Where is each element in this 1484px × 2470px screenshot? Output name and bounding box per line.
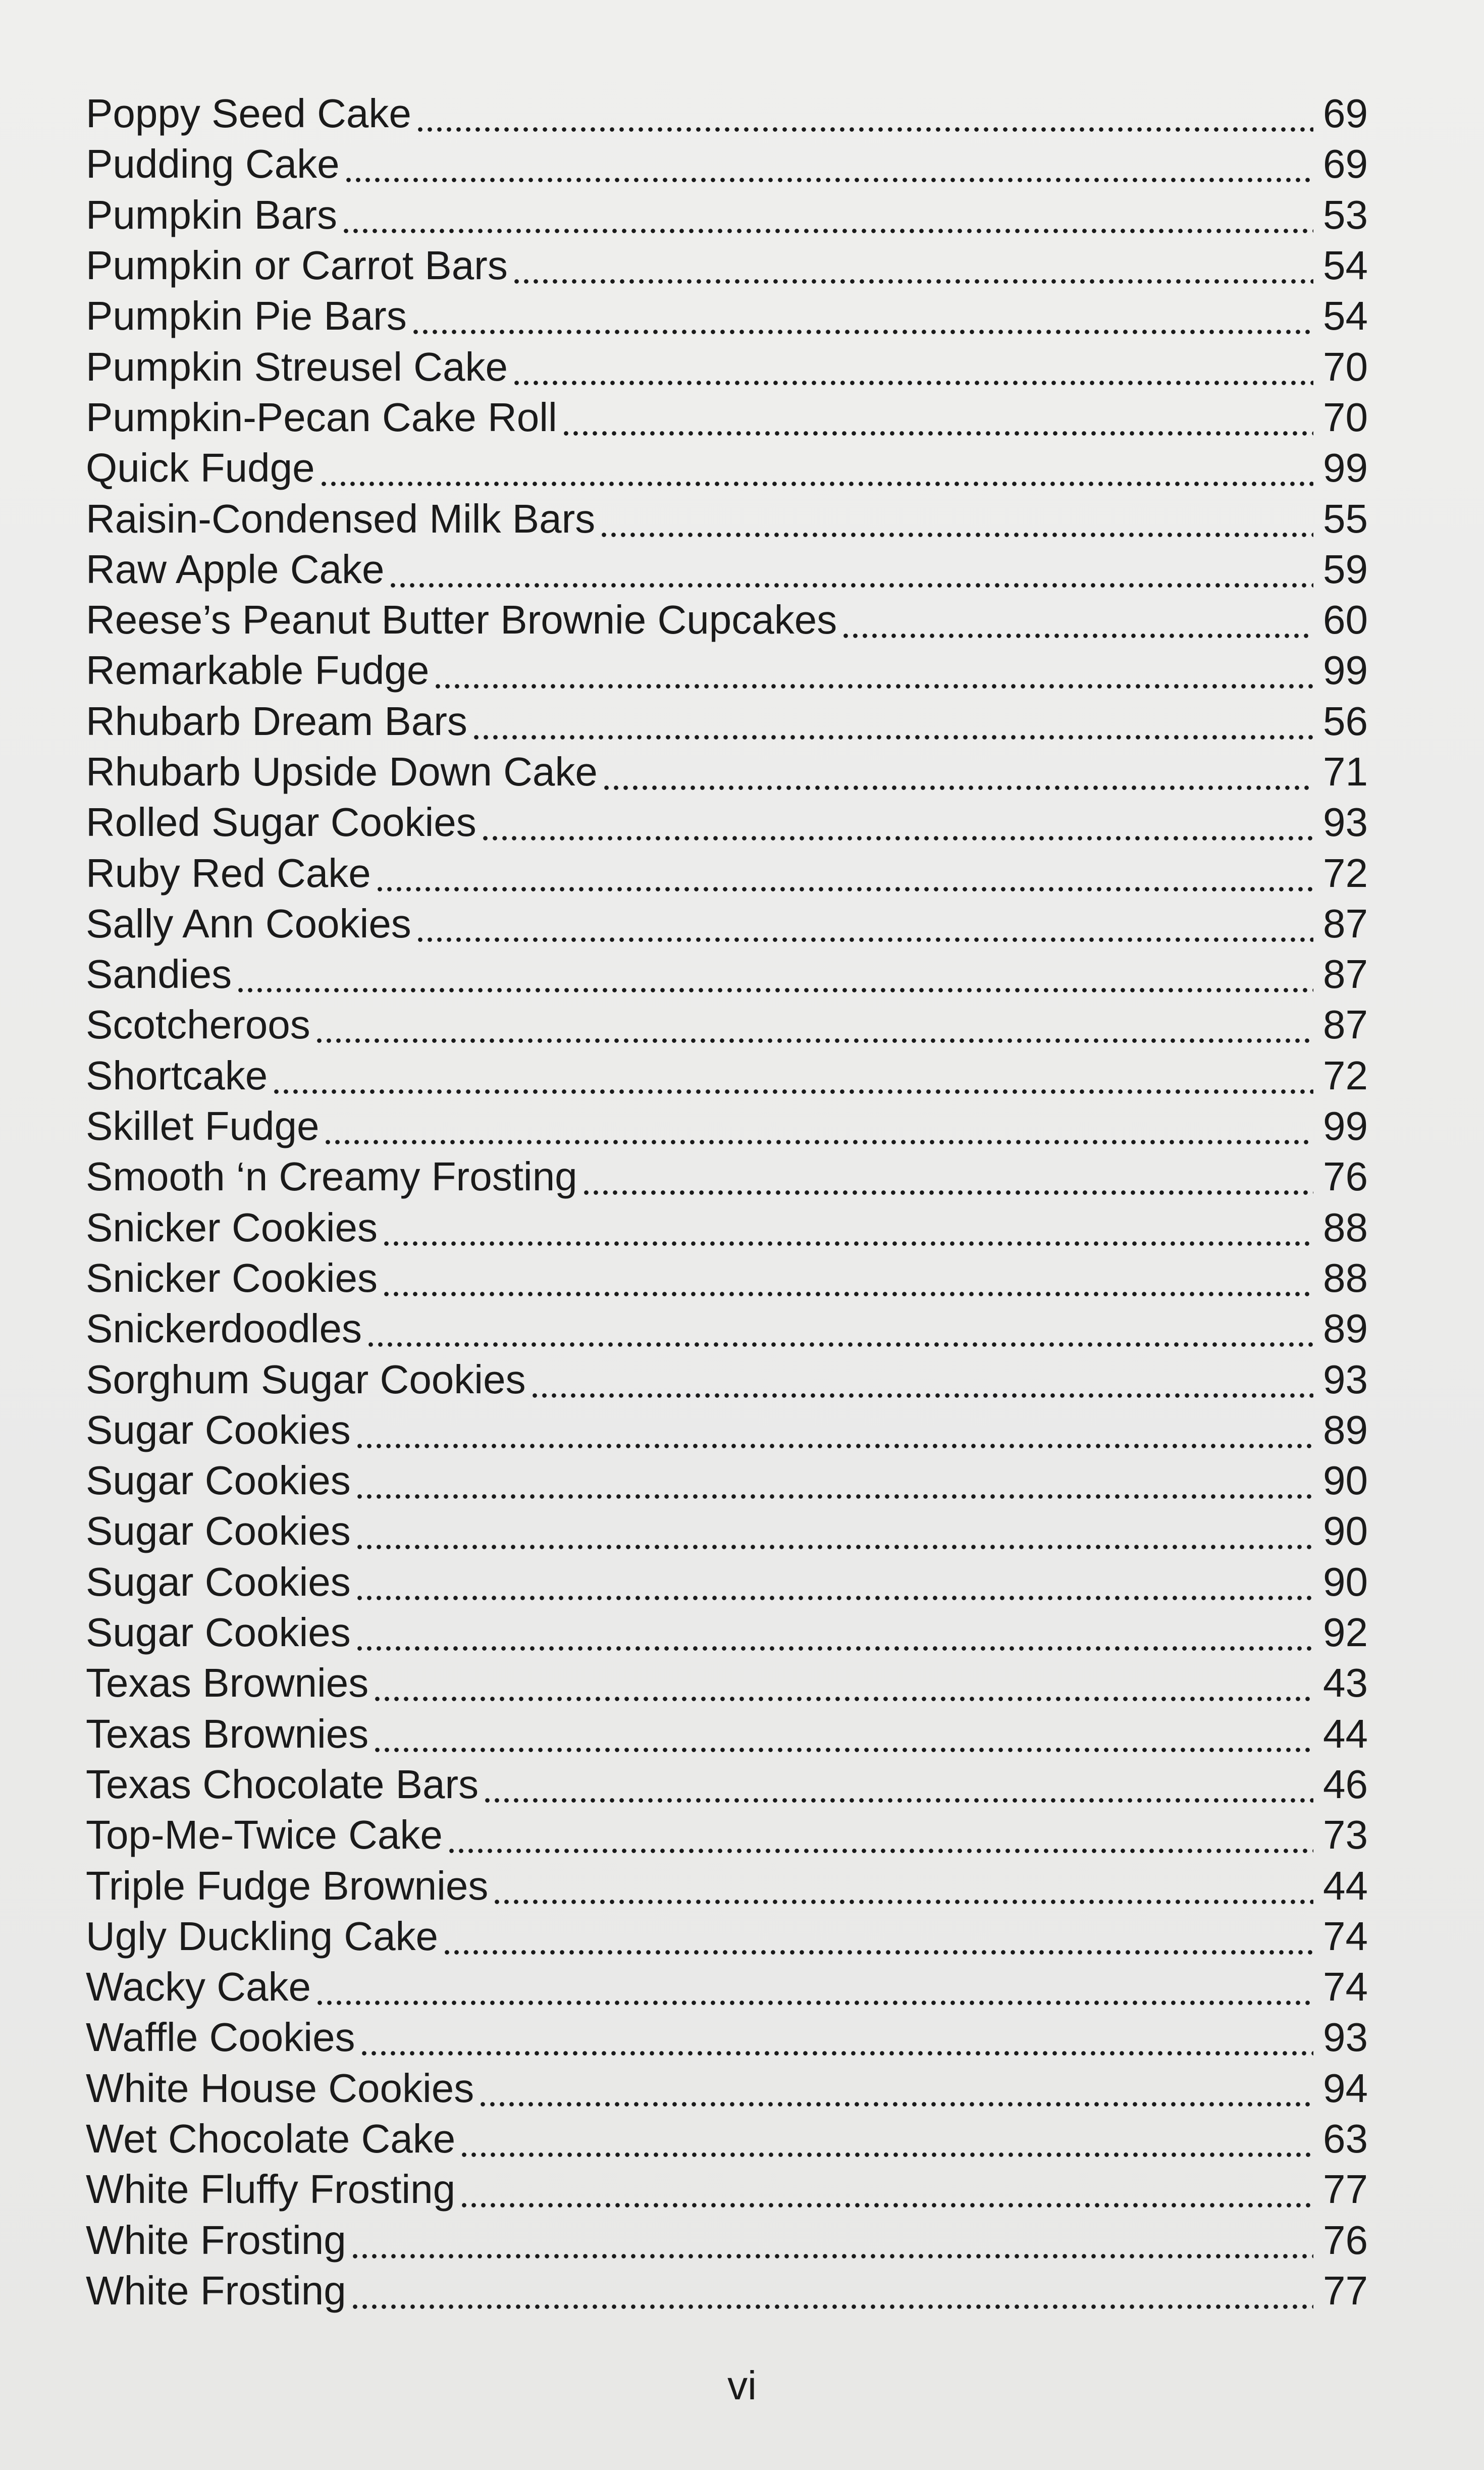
recipe-page-number: 90	[1323, 1508, 1368, 1554]
dot-leader	[388, 549, 1313, 590]
index-entry	[86, 1557, 1368, 1607]
recipe-page-number: 72	[1323, 1053, 1368, 1098]
recipe-title: Sorghum Sugar Cookies	[86, 1356, 526, 1402]
recipe-page-number: 77	[1323, 2167, 1368, 2212]
recipe-title: Scotcheroos	[86, 1002, 310, 1047]
index-entry	[86, 645, 1368, 696]
recipe-title: Skillet Fudge	[86, 1103, 320, 1149]
dot-leader	[382, 1207, 1313, 1248]
recipe-page-number: 44	[1323, 1863, 1368, 1908]
dot-leader	[415, 93, 1313, 134]
recipe-title: Raisin-Condensed Milk Bars	[86, 496, 596, 541]
recipe-page-number: 46	[1323, 1761, 1368, 1807]
recipe-title: Reese’s Peanut Butter Brownie Cupcakes	[86, 597, 837, 643]
recipe-index-list	[86, 88, 1368, 2316]
recipe-title: Pumpkin or Carrot Bars	[86, 243, 508, 288]
dot-leader	[442, 1916, 1313, 1957]
dot-leader	[411, 296, 1313, 336]
index-entry	[86, 1810, 1368, 1860]
recipe-title: Pumpkin Streusel Cake	[86, 344, 508, 389]
recipe-page-number: 63	[1323, 2116, 1368, 2162]
dot-leader	[272, 1056, 1313, 1096]
recipe-page-number: 71	[1323, 749, 1368, 794]
dot-leader	[355, 1511, 1313, 1551]
dot-leader	[599, 499, 1313, 539]
index-entry	[86, 1759, 1368, 1810]
index-entry	[86, 544, 1368, 595]
index-entry	[86, 443, 1368, 493]
dot-leader	[561, 397, 1313, 438]
recipe-title: White House Cookies	[86, 2065, 474, 2111]
recipe-title: Quick Fudge	[86, 445, 315, 491]
recipe-title: Snickerdoodles	[86, 1306, 362, 1351]
recipe-title: Texas Chocolate Bars	[86, 1761, 479, 1807]
recipe-page-number: 53	[1323, 192, 1368, 237]
dot-leader	[602, 752, 1313, 792]
index-entry	[86, 1000, 1368, 1050]
index-entry	[86, 240, 1368, 291]
index-entry	[86, 2164, 1368, 2215]
dot-leader	[350, 2220, 1313, 2261]
recipe-title: White Frosting	[86, 2217, 346, 2263]
recipe-title: Ugly Duckling Cake	[86, 1913, 439, 1959]
recipe-page-number: 88	[1323, 1255, 1368, 1300]
dot-leader	[478, 2068, 1313, 2109]
dot-leader	[447, 1815, 1313, 1855]
index-entry	[86, 1607, 1368, 1658]
dot-leader	[315, 1967, 1313, 2007]
recipe-page-number: 55	[1323, 496, 1368, 541]
recipe-page-number: 54	[1323, 243, 1368, 288]
recipe-title: White Fluffy Frosting	[86, 2167, 456, 2212]
dot-leader	[581, 1157, 1313, 1197]
dot-leader	[319, 448, 1313, 488]
index-entry	[86, 848, 1368, 898]
recipe-page-number: 99	[1323, 1103, 1368, 1149]
dot-leader	[512, 347, 1313, 387]
recipe-page-number: 70	[1323, 344, 1368, 389]
recipe-page-number: 69	[1323, 91, 1368, 136]
recipe-page-number: 77	[1323, 2268, 1368, 2313]
recipe-title: Ruby Red Cake	[86, 850, 371, 896]
dot-leader	[236, 954, 1313, 994]
index-entry	[86, 1455, 1368, 1506]
recipe-title: Waffle Cookies	[86, 2015, 355, 2060]
index-entry	[86, 1253, 1368, 1303]
recipe-title: Top-Me-Twice Cake	[86, 1812, 443, 1858]
index-entry	[86, 1911, 1368, 1962]
recipe-page-number: 94	[1323, 2065, 1368, 2111]
dot-leader	[841, 600, 1313, 640]
dot-leader	[350, 2271, 1313, 2311]
index-entry	[86, 1354, 1368, 1404]
index-entry	[86, 1506, 1368, 1556]
recipe-page-number: 92	[1323, 1610, 1368, 1655]
dot-leader	[373, 1714, 1313, 1754]
recipe-title: Texas Brownies	[86, 1711, 369, 1756]
index-entry	[86, 2012, 1368, 2063]
recipe-page-number: 89	[1323, 1306, 1368, 1351]
dot-leader	[471, 701, 1313, 742]
recipe-page-number: 87	[1323, 952, 1368, 997]
dot-leader	[459, 2169, 1313, 2210]
dot-leader	[530, 1359, 1313, 1400]
dot-leader	[373, 1663, 1313, 1703]
dot-leader	[483, 1764, 1313, 1805]
recipe-title: Sandies	[86, 952, 232, 997]
recipe-title: Snicker Cookies	[86, 1204, 378, 1250]
recipe-title: Rolled Sugar Cookies	[86, 800, 476, 845]
recipe-page-number: 93	[1323, 800, 1368, 845]
index-entry	[86, 1962, 1368, 2012]
index-entry	[86, 1050, 1368, 1101]
recipe-title: Pudding Cake	[86, 141, 340, 187]
recipe-title: Sally Ann Cookies	[86, 901, 411, 946]
recipe-title: Pumpkin-Pecan Cake Roll	[86, 394, 557, 440]
recipe-title: Snicker Cookies	[86, 1255, 378, 1300]
dot-leader	[355, 1460, 1313, 1501]
recipe-title: Sugar Cookies	[86, 1458, 351, 1503]
recipe-page-number: 54	[1323, 293, 1368, 339]
index-entry	[86, 2114, 1368, 2164]
index-entry	[86, 1860, 1368, 1911]
recipe-page-number: 59	[1323, 546, 1368, 592]
recipe-page-number: 89	[1323, 1407, 1368, 1452]
recipe-page-number: 74	[1323, 1964, 1368, 2010]
recipe-page-number: 72	[1323, 850, 1368, 896]
dot-leader	[512, 245, 1313, 286]
dot-leader	[366, 1308, 1313, 1349]
index-entry	[86, 139, 1368, 189]
index-entry	[86, 341, 1368, 392]
recipe-title: Pumpkin Bars	[86, 192, 337, 237]
recipe-page-number: 60	[1323, 597, 1368, 643]
index-entry	[86, 1658, 1368, 1708]
recipe-title: Wet Chocolate Cake	[86, 2116, 456, 2162]
recipe-title: Pumpkin Pie Bars	[86, 293, 407, 339]
recipe-page-number: 43	[1323, 1660, 1368, 1706]
index-entry	[86, 1202, 1368, 1253]
index-entry	[86, 2215, 1368, 2265]
dot-leader	[375, 853, 1313, 894]
dot-leader	[433, 650, 1313, 691]
recipe-title: Sugar Cookies	[86, 1407, 351, 1452]
recipe-title: Rhubarb Dream Bars	[86, 698, 467, 744]
recipe-title: Sugar Cookies	[86, 1610, 351, 1655]
dot-leader	[323, 1106, 1313, 1146]
dot-leader	[359, 2017, 1313, 2058]
dot-leader	[355, 1562, 1313, 1602]
index-entry	[86, 797, 1368, 848]
recipe-page-number: 93	[1323, 1356, 1368, 1402]
dot-leader	[459, 2119, 1313, 2159]
index-entry	[86, 696, 1368, 747]
recipe-title: Sugar Cookies	[86, 1559, 351, 1604]
page-number: vi	[727, 2363, 757, 2408]
index-entry	[86, 1405, 1368, 1455]
recipe-title: Texas Brownies	[86, 1660, 369, 1706]
index-entry	[86, 1151, 1368, 1202]
index-entry	[86, 1709, 1368, 1759]
dot-leader	[355, 1612, 1313, 1653]
dot-leader	[344, 144, 1313, 184]
dot-leader	[415, 904, 1313, 944]
recipe-page-number: 93	[1323, 2015, 1368, 2060]
recipe-page-number: 99	[1323, 445, 1368, 491]
recipe-title: Sugar Cookies	[86, 1508, 351, 1554]
recipe-title: Triple Fudge Brownies	[86, 1863, 489, 1908]
dot-leader	[341, 195, 1313, 235]
index-entry	[86, 899, 1368, 949]
recipe-title: Shortcake	[86, 1053, 268, 1098]
recipe-page-number: 44	[1323, 1711, 1368, 1756]
recipe-title: Smooth ‘n Creamy Frosting	[86, 1154, 577, 1199]
index-entry	[86, 747, 1368, 797]
recipe-title: Wacky Cake	[86, 1964, 311, 2010]
recipe-title: White Frosting	[86, 2268, 346, 2313]
index-entry	[86, 291, 1368, 341]
recipe-page-number: 87	[1323, 1002, 1368, 1047]
index-entry	[86, 392, 1368, 443]
recipe-page-number: 56	[1323, 698, 1368, 744]
recipe-page-number: 69	[1323, 141, 1368, 187]
index-entry	[86, 595, 1368, 645]
index-entry	[86, 1303, 1368, 1354]
recipe-page-number: 99	[1323, 648, 1368, 693]
index-entry	[86, 88, 1368, 139]
index-entry	[86, 1101, 1368, 1151]
dot-leader	[492, 1866, 1313, 1906]
recipe-page-number: 73	[1323, 1812, 1368, 1858]
recipe-page-number: 76	[1323, 1154, 1368, 1199]
dot-leader	[355, 1410, 1313, 1450]
recipe-page-number: 76	[1323, 2217, 1368, 2263]
recipe-title: Remarkable Fudge	[86, 648, 430, 693]
index-entry	[86, 190, 1368, 240]
dot-leader	[314, 1005, 1313, 1045]
recipe-page-number: 87	[1323, 901, 1368, 946]
recipe-page-number: 90	[1323, 1458, 1368, 1503]
recipe-page-number: 70	[1323, 394, 1368, 440]
recipe-page-number: 90	[1323, 1559, 1368, 1604]
recipe-page-number: 74	[1323, 1913, 1368, 1959]
index-entry	[86, 949, 1368, 1000]
index-entry	[86, 493, 1368, 544]
recipe-page-number: 88	[1323, 1204, 1368, 1250]
recipe-title: Poppy Seed Cake	[86, 91, 411, 136]
dot-leader	[481, 802, 1313, 843]
index-entry	[86, 2266, 1368, 2316]
dot-leader	[382, 1258, 1313, 1298]
recipe-title: Raw Apple Cake	[86, 546, 385, 592]
recipe-title: Rhubarb Upside Down Cake	[86, 749, 598, 794]
index-entry	[86, 2063, 1368, 2114]
